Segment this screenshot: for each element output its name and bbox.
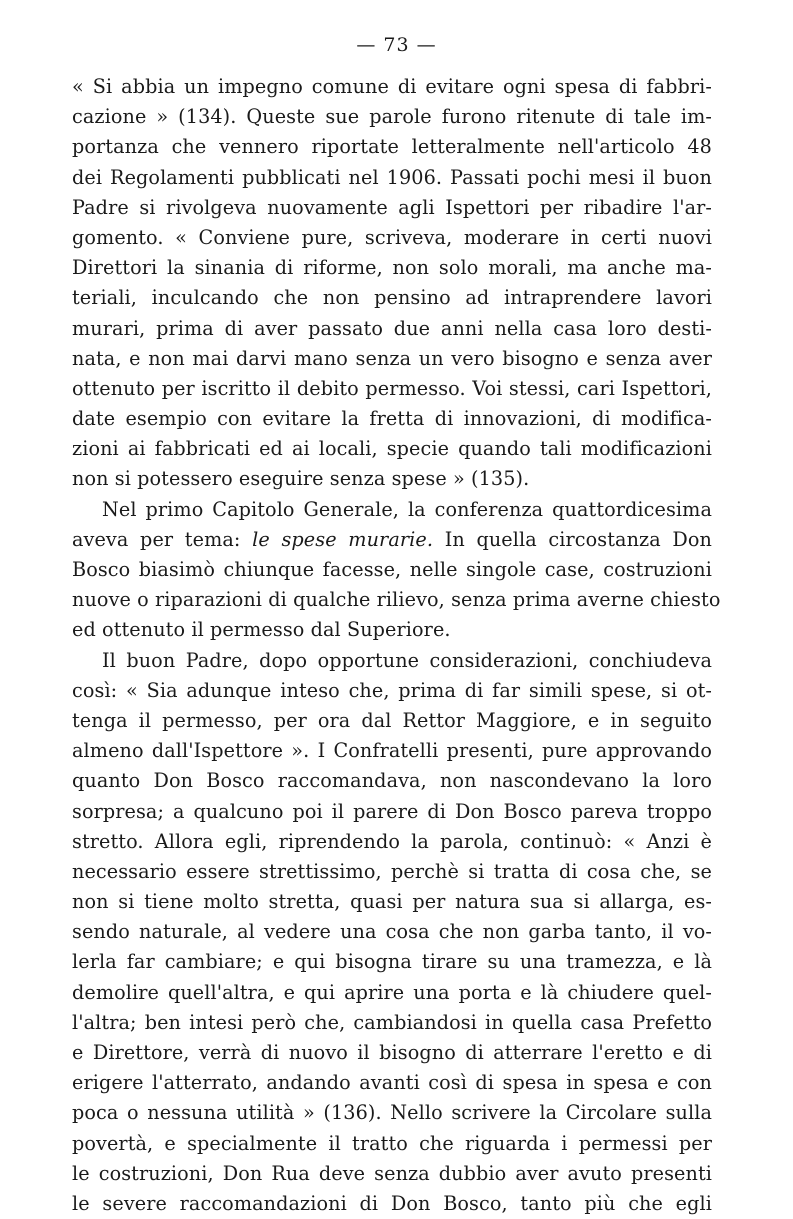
text-line: così: « Sia adunque inteso che, prima di far simili spese, si ot- (72, 678, 712, 702)
text-line: e Direttore, verrà di nuovo il bisogno di atterrare l'eretto e di (72, 1041, 712, 1064)
text-line: sorpresa; a qualcuno poi il parere di Don Bosco pareva troppo (72, 799, 712, 823)
text-line: necessario essere strettissimo, perchè si tratta di cosa che, se (72, 859, 712, 883)
text-line: date esempio con evitare la fretta di innovazioni, di modifica- (72, 407, 712, 431)
paragraph-start-line (72, 646, 712, 676)
text-line: lerla far cambiare; e qui bisogna tirare su una tramezza, e là (72, 950, 712, 974)
page-number: — 73 — (356, 34, 437, 56)
text-line: non si tiene molto stretta, quasi per natura sua si allarga, es- (72, 890, 712, 914)
text-segment: aveva per tema: (72, 527, 241, 551)
body-text (72, 72, 721, 1219)
text-line: « Si abbia un impegno comune di evitare ogni spesa di fabbri- (72, 75, 712, 98)
text-line: ed ottenuto il permesso dal Superiore. (72, 618, 451, 642)
text-line: nuove o riparazioni di qualche rilievo, senza prima averne chiesto (72, 588, 721, 612)
text-line: poca o nessuna utilità » (136). Nello scrivere la Circolare sulla (72, 1101, 712, 1125)
text-line: le costruzioni, Don Rua deve senza dubbio aver avuto presenti (72, 1161, 712, 1185)
text-line-with-italic (72, 525, 712, 555)
text-line: dei Regolamenti pubblicati nel 1906. Passati pochi mesi il buon (72, 165, 712, 189)
text-line: zioni ai fabbricati ed ai locali, specie quando tali modificazioni (72, 437, 712, 461)
text-line: gomento. « Conviene pure, scriveva, moderare in certi nuovi (72, 225, 712, 249)
text-line: Direttori la sinania di riforme, non solo morali, ma anche ma- (72, 256, 712, 280)
text-line: l'altra; ben intesi però che, cambiandosi in quella casa Prefetto (72, 1010, 712, 1034)
text-line: murari, prima di aver passato due anni nella casa loro desti- (72, 316, 712, 340)
italic-title: le spese murarie. (252, 527, 434, 551)
text-line: nata, e non mai darvi mano senza un vero bisogno e senza aver (72, 346, 712, 370)
text-line: sendo naturale, al vedere una cosa che non garba tanto, il vo- (72, 920, 712, 944)
text-line: le severe raccomandazioni di Don Bosco, tanto più che egli (72, 1191, 712, 1215)
text-line: demolire quell'altra, e qui aprire una porta e là chiudere quel- (72, 980, 712, 1004)
text-line: quanto Don Bosco raccomandava, non nascondevano la loro (72, 769, 712, 793)
text-line: stretto. Allora egli, riprendendo la parola, continuò: « Anzi è (72, 829, 712, 853)
text-line: tenga il permesso, per ora dal Rettor Maggiore, e in seguito (72, 708, 712, 732)
text-line: Padre si rivolgeva nuovamente agli Ispettori per ribadire l'ar- (72, 195, 712, 219)
text-line: portanza che vennero riportate letteralmente nell'articolo 48 (72, 135, 712, 159)
text-line: teriali, inculcando che non pensino ad intraprendere lavori (72, 286, 712, 310)
text-line: Nel primo Capitolo Generale, la conferenza quattordicesima (102, 497, 712, 521)
text-line: almeno dall'Ispettore ». I Confratelli presenti, pure approvando (72, 739, 712, 763)
text-line: Il buon Padre, dopo opportune considerazioni, conchiudeva (102, 648, 712, 672)
text-line: erigere l'atterrato, andando avanti così di spesa in spesa e con (72, 1071, 712, 1095)
text-line: Bosco biasimò chiunque facesse, nelle singole case, costruzioni (72, 558, 712, 581)
text-segment: In quella circostanza Don (444, 527, 713, 551)
text-line: cazione » (134). Queste sue parole furono ritenute di tale im- (72, 105, 712, 129)
text-line: ottenuto per iscritto il debito permesso. Voi stessi, cari Ispettori, (72, 376, 712, 400)
text-line: povertà, e specialmente il tratto che riguarda i permessi per (72, 1131, 712, 1155)
paragraph-start-line (72, 495, 712, 525)
text-line: non si potessero eseguire senza spese » (135). (72, 467, 530, 491)
